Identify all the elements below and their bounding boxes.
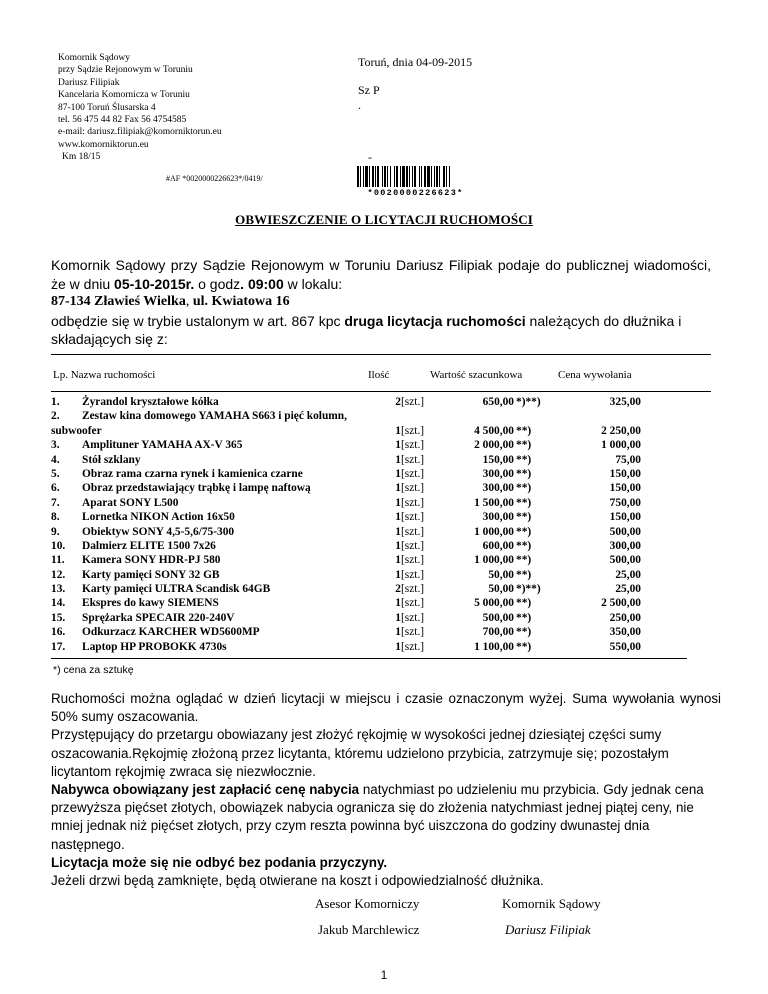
item-quantity: 2 bbox=[395, 583, 401, 596]
barcode-bar bbox=[390, 166, 391, 187]
barcode-bar bbox=[446, 166, 447, 187]
intro-text: o godz bbox=[194, 275, 241, 292]
item-unit: [szt.] bbox=[401, 467, 425, 480]
row-number: 13. bbox=[51, 583, 66, 596]
row-number: 4. bbox=[51, 453, 60, 466]
item-unit: [szt.] bbox=[401, 496, 425, 509]
page-number: 1 bbox=[380, 968, 388, 982]
item-value: 1 000,00 bbox=[474, 554, 514, 567]
sender-line: 87-100 Toruń Ślusarska 4 bbox=[58, 102, 156, 113]
item-name: Odkurzacz KARCHER WD5600MP bbox=[82, 626, 260, 639]
item-unit: [szt.] bbox=[401, 424, 425, 437]
footnote: *) cena za sztukę bbox=[53, 664, 134, 676]
terms-paragraph: Ruchomości można oglądać w dzień licytacji w miejscu i czasie oznaczonym wyżej. Suma wywołania wynosi 50% sumy oszacowania. bbox=[51, 691, 721, 725]
item-quantity: 1 bbox=[395, 453, 401, 466]
barcode-bar bbox=[396, 166, 398, 187]
barcode-bar bbox=[434, 166, 435, 187]
sender-line: Kancelaria Komornicza w Toruniu bbox=[58, 90, 190, 101]
item-name: Lornetka NIKON Action 16x50 bbox=[82, 511, 235, 524]
item-value-note: **) bbox=[516, 554, 532, 567]
table-row bbox=[51, 568, 701, 582]
item-call-price: 250,00 bbox=[609, 611, 641, 624]
divider bbox=[51, 391, 711, 392]
barcode-bar bbox=[375, 166, 376, 187]
item-unit: [szt.] bbox=[401, 583, 425, 596]
item-call-price: 150,00 bbox=[609, 482, 641, 495]
barcode-bar bbox=[360, 166, 361, 187]
item-name: Kamera SONY HDR-PJ 580 bbox=[82, 554, 221, 567]
table-row bbox=[51, 539, 701, 553]
item-call-price: 1 000,00 bbox=[601, 439, 641, 452]
barcode-bar bbox=[409, 166, 410, 187]
item-value-note: **) bbox=[516, 482, 532, 495]
reference-code: #AF *0020000226623*/0419/ bbox=[166, 174, 263, 183]
item-call-price: 25,00 bbox=[615, 568, 641, 581]
item-name: Obraz przedstawiający trąbkę i lampę naftową bbox=[82, 482, 311, 495]
table-row bbox=[51, 510, 701, 524]
item-value: 1 500,00 bbox=[474, 496, 514, 509]
item-name: Zestaw kina domowego YAMAHA S663 i pięć kolumn, bbox=[82, 410, 347, 423]
table-row bbox=[51, 596, 701, 610]
item-name: Stół szklany bbox=[82, 453, 141, 466]
recipient-line2: . bbox=[358, 98, 361, 112]
terms-bold: Licytacja może się nie odbyć bez podania przyczyny. bbox=[51, 854, 388, 870]
table-row bbox=[51, 481, 701, 495]
item-name: Aparat SONY L500 bbox=[82, 496, 179, 509]
row-number: 5. bbox=[51, 467, 60, 480]
item-unit: [szt.] bbox=[401, 453, 425, 466]
item-unit: [szt.] bbox=[401, 439, 425, 452]
dash-mark: - bbox=[368, 150, 372, 164]
item-call-price: 150,00 bbox=[609, 467, 641, 480]
item-value-note: **) bbox=[516, 568, 532, 581]
item-call-price: 25,00 bbox=[615, 583, 641, 596]
item-name: Karty pamięci ULTRA Scandisk 64GB bbox=[82, 583, 271, 596]
item-quantity: 2 bbox=[395, 396, 401, 408]
col-header-qty: Ilość bbox=[368, 369, 390, 381]
item-value: 50,00 bbox=[488, 583, 514, 596]
barcode-bar bbox=[402, 166, 405, 187]
item-unit: [szt.] bbox=[401, 511, 425, 524]
item-call-price: 75,00 bbox=[615, 453, 641, 466]
barcode-bar bbox=[382, 166, 383, 187]
place-date: Toruń, dnia 04-09-2015 bbox=[358, 55, 473, 69]
col-header-call: Cena wywołania bbox=[558, 369, 632, 381]
barcode-bar bbox=[384, 166, 386, 187]
item-value-note: **) bbox=[516, 597, 532, 610]
item-unit: [szt.] bbox=[401, 626, 425, 639]
item-value: 1 100,00 bbox=[474, 640, 514, 653]
item-call-price: 325,00 bbox=[609, 396, 641, 408]
barcode-text: *0020000226623* bbox=[367, 188, 464, 196]
barcode-bar bbox=[427, 166, 430, 187]
auction-type: druga licytacja ruchomości bbox=[344, 312, 526, 329]
item-unit: [szt.] bbox=[401, 611, 425, 624]
item-value: 300,00 bbox=[482, 511, 514, 524]
terms-paragraph: Jeżeli drzwi będą zamknięte, będą otwierane na koszt i odpowiedzialność dłużnika. bbox=[51, 873, 544, 889]
item-quantity: 1 bbox=[395, 439, 401, 452]
barcode-bar bbox=[414, 166, 416, 187]
col-header-value: Wartość szacunkowa bbox=[430, 369, 523, 381]
signature-left-title: Asesor Komorniczy bbox=[315, 896, 420, 911]
item-name: Amplituner YAMAHA AX-V 365 bbox=[82, 439, 243, 452]
item-unit: [szt.] bbox=[401, 568, 425, 581]
barcode-bar bbox=[377, 166, 379, 187]
item-name: Ekspres do kawy SIEMENS bbox=[82, 597, 219, 610]
barcode-bar bbox=[421, 166, 422, 187]
item-value-note: **) bbox=[516, 467, 532, 480]
intro-text: w lokalu: bbox=[283, 275, 343, 292]
terms-text: natychmiast po udzieleniu mu przybicia. Gdy jednak cena przewyższa pięćset złotych, obowiązek nabycia ogranicza się do złożenia natychmiast jednej piątej ceny, nie mniej jednak niż pięćset złotych, przy czym reszta powinna być uiszczona do godziny dwunastej dnia następnego. bbox=[51, 782, 704, 852]
case-number: Km 18/15 bbox=[62, 152, 101, 163]
terms-paragraph bbox=[51, 854, 721, 872]
item-quantity: 1 bbox=[395, 611, 401, 624]
table-row bbox=[51, 424, 701, 438]
barcode-bar bbox=[443, 166, 445, 187]
divider bbox=[51, 658, 687, 659]
barcode-bar bbox=[431, 166, 432, 187]
item-name: Obiektyw SONY 4,5-5,6/75-300 bbox=[82, 525, 235, 538]
signature-right-name: Dariusz Filipiak bbox=[505, 922, 591, 937]
table-row bbox=[51, 467, 701, 481]
item-value: 300,00 bbox=[482, 467, 514, 480]
address-separator: , bbox=[185, 294, 193, 309]
item-unit: [szt.] bbox=[401, 396, 425, 408]
item-call-price: 2 250,00 bbox=[601, 424, 641, 437]
terms-paragraph bbox=[51, 781, 721, 854]
item-quantity: 1 bbox=[395, 568, 401, 581]
item-call-price: 550,00 bbox=[609, 640, 641, 653]
signature-right-title: Komornik Sądowy bbox=[502, 896, 601, 911]
item-name: Obraz rama czarna rynek i kamienica czarne bbox=[82, 467, 303, 480]
item-call-price: 150,00 bbox=[609, 511, 641, 524]
item-unit: [szt.] bbox=[401, 482, 425, 495]
row-number: 12. bbox=[51, 568, 66, 581]
barcode-bar bbox=[412, 166, 413, 187]
barcode-bar bbox=[424, 166, 426, 187]
item-call-price: 500,00 bbox=[609, 554, 641, 567]
item-unit: [szt.] bbox=[401, 539, 425, 552]
table-row bbox=[51, 582, 701, 596]
table-row bbox=[51, 525, 701, 539]
barcode-bar bbox=[369, 166, 370, 187]
sender-line: Dariusz Filipiak bbox=[58, 77, 120, 88]
table-row bbox=[51, 409, 701, 423]
item-value-note: *)**) bbox=[516, 583, 541, 596]
table-row bbox=[51, 496, 701, 510]
barcode-bar bbox=[394, 166, 395, 187]
signature-left-name: Jakub Marchlewicz bbox=[318, 922, 420, 937]
item-name: Sprężarka SPECAIR 220-240V bbox=[82, 611, 235, 624]
item-quantity: 1 bbox=[395, 539, 401, 552]
item-value: 1 000,00 bbox=[474, 525, 514, 538]
auction-date: 05-10-2015r. bbox=[114, 275, 195, 292]
item-value: 700,00 bbox=[482, 626, 514, 639]
intro-paragraph bbox=[51, 256, 711, 349]
sender-block bbox=[58, 52, 222, 164]
row-number: 10. bbox=[51, 539, 66, 552]
item-quantity: 1 bbox=[395, 511, 401, 524]
col-header-name: Lp. Nazwa ruchomości bbox=[53, 369, 156, 381]
barcode-bar bbox=[419, 166, 420, 187]
auction-street: ul. Kwiatowa 16 bbox=[192, 294, 290, 309]
item-value: 500,00 bbox=[482, 611, 514, 624]
item-quantity: 1 bbox=[395, 597, 401, 610]
barcode-bar bbox=[357, 166, 359, 187]
barcode-bar bbox=[449, 166, 450, 187]
item-quantity: 1 bbox=[395, 496, 401, 509]
item-value: 150,00 bbox=[482, 453, 514, 466]
table-row bbox=[51, 453, 701, 467]
item-value-note: **) bbox=[516, 525, 532, 538]
table-row bbox=[51, 553, 701, 567]
item-name: Laptop HP PROBOKK 4730s bbox=[82, 640, 227, 653]
terms-section bbox=[51, 690, 721, 890]
item-value: 2 000,00 bbox=[474, 439, 514, 452]
auction-time: . 09:00 bbox=[240, 275, 284, 292]
item-value: 300,00 bbox=[482, 482, 514, 495]
barcode-bar bbox=[363, 166, 364, 187]
terms-bold: Nabywca obowiązany jest zapłacić cenę nabycia bbox=[51, 782, 360, 798]
item-value-note: **) bbox=[516, 496, 532, 509]
row-number: 7. bbox=[51, 496, 60, 509]
recipient bbox=[358, 83, 380, 113]
item-value-note: *)**) bbox=[516, 396, 541, 408]
item-value: 650,00 bbox=[482, 396, 514, 408]
sender-line: tel. 56 475 44 82 Fax 56 4754585 bbox=[58, 115, 187, 126]
item-value-note: **) bbox=[516, 511, 532, 524]
item-call-price: 500,00 bbox=[609, 525, 641, 538]
item-name-continued: subwoofer bbox=[51, 424, 102, 437]
terms-paragraph: Przystępujący do przetargu obowiazany jest złożyć rękojmię w wysokości jednej dziesiątej części sumy oszacowania.Rękojmię złożoną przez licytanta, któremu udzielono przybicia, zatrzymuje się; pozostałym licytantom rękojmię zwraca się niezwłocznie. bbox=[51, 727, 669, 779]
item-value: 600,00 bbox=[482, 539, 514, 552]
item-quantity: 1 bbox=[395, 424, 401, 437]
intro-text: Komornik Sądowy przy Sądzie Rejonowym w Toruniu Dariusz Filipiak podaje do publicznej wiadomości, że w dniu bbox=[51, 257, 711, 292]
item-value-note: **) bbox=[516, 439, 532, 452]
item-value-note: **) bbox=[516, 539, 532, 552]
item-value-note: **) bbox=[516, 611, 532, 624]
item-quantity: 1 bbox=[395, 525, 401, 538]
item-name: Dalmierz ELITE 1500 7x26 bbox=[82, 539, 216, 552]
item-quantity: 1 bbox=[395, 554, 401, 567]
item-value: 4 500,00 bbox=[474, 424, 514, 437]
item-call-price: 300,00 bbox=[609, 539, 641, 552]
row-number: 3. bbox=[51, 439, 60, 452]
table-row bbox=[51, 395, 701, 409]
item-value-note: **) bbox=[516, 626, 532, 639]
barcode-bar bbox=[406, 166, 408, 187]
item-unit: [szt.] bbox=[401, 597, 425, 610]
table-row bbox=[51, 640, 701, 654]
barcode bbox=[357, 166, 474, 196]
row-number: 15. bbox=[51, 611, 66, 624]
row-number: 6. bbox=[51, 482, 60, 495]
item-call-price: 750,00 bbox=[609, 496, 641, 509]
sender-line: e-mail: dariusz.filipiak@komorniktorun.eu bbox=[58, 127, 222, 138]
row-number: 14. bbox=[51, 597, 66, 610]
barcode-bar bbox=[400, 166, 401, 187]
item-unit: [szt.] bbox=[401, 640, 425, 653]
item-quantity: 1 bbox=[395, 467, 401, 480]
item-name: Żyrandol kryształowe kółka bbox=[82, 396, 219, 408]
row-number: 17. bbox=[51, 640, 66, 653]
item-call-price: 2 500,00 bbox=[601, 597, 641, 610]
table-row bbox=[51, 611, 701, 625]
item-value: 5 000,00 bbox=[474, 597, 514, 610]
item-unit: [szt.] bbox=[401, 554, 425, 567]
barcode-bar bbox=[439, 166, 440, 187]
page-title: OBWIESZCZENIE O LICYTACJI RUCHOMOŚCI bbox=[235, 212, 533, 227]
sender-line: przy Sądzie Rejonowym w Toruniu bbox=[58, 65, 193, 76]
intro-text: należących do dłużnika i składających się z: bbox=[51, 312, 682, 347]
item-name: Karty pamięci SONY 32 GB bbox=[82, 568, 220, 581]
item-value: 50,00 bbox=[488, 568, 514, 581]
item-value-note: **) bbox=[516, 424, 532, 437]
row-number: 2. bbox=[51, 410, 60, 423]
item-value-note: **) bbox=[516, 453, 532, 466]
barcode-bar bbox=[372, 166, 374, 187]
row-number: 11. bbox=[51, 554, 65, 567]
item-unit: [szt.] bbox=[401, 525, 425, 538]
row-number: 16. bbox=[51, 626, 66, 639]
sender-line: www.komorniktorun.eu bbox=[58, 139, 149, 150]
row-number: 1. bbox=[51, 396, 60, 408]
sender-line: Komornik Sądowy bbox=[58, 53, 131, 63]
item-value-note: **) bbox=[516, 640, 532, 653]
item-quantity: 1 bbox=[395, 640, 401, 653]
table-row bbox=[51, 625, 701, 639]
divider bbox=[51, 354, 711, 355]
row-number: 9. bbox=[51, 525, 60, 538]
recipient-line1: Sz P bbox=[358, 83, 380, 97]
items-table bbox=[51, 395, 701, 654]
intro-text: odbędzie się w trybie ustalonym w art. 867 kpc bbox=[51, 312, 345, 329]
barcode-bar bbox=[365, 166, 368, 187]
auction-address: 87-134 Zławieś Wielka bbox=[51, 294, 186, 309]
barcode-bar bbox=[436, 166, 438, 187]
item-call-price: 350,00 bbox=[609, 626, 641, 639]
item-quantity: 1 bbox=[395, 626, 401, 639]
item-quantity: 1 bbox=[395, 482, 401, 495]
barcode-bar bbox=[387, 166, 388, 187]
table-row bbox=[51, 438, 701, 452]
row-number: 8. bbox=[51, 511, 60, 524]
